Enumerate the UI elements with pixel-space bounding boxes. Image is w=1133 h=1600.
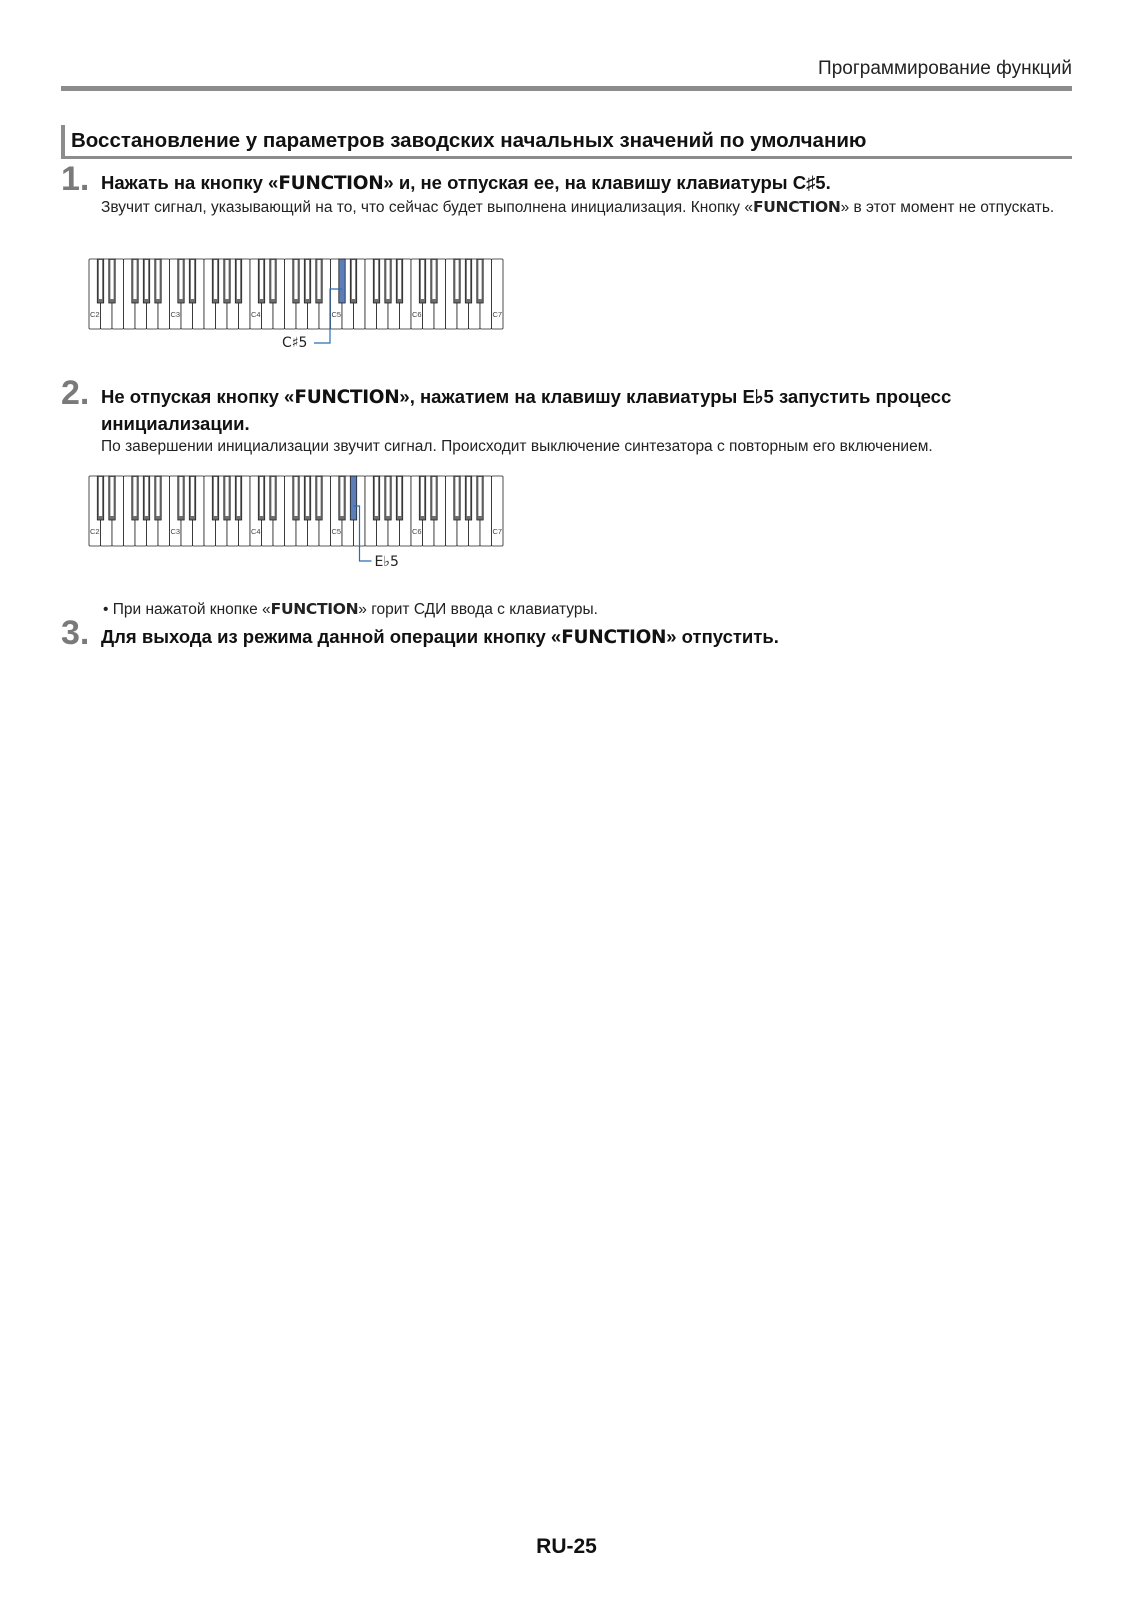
- black-key-shine: [260, 477, 263, 516]
- black-key-shine: [386, 260, 389, 299]
- black-key-shine: [191, 260, 194, 299]
- key-callout-label: C♯5: [282, 335, 308, 351]
- black-key-shine: [294, 260, 297, 299]
- octave-label: C6: [412, 527, 422, 536]
- black-key-shine: [478, 477, 481, 516]
- black-key-shine: [237, 260, 240, 299]
- highlighted-black-key: [350, 476, 356, 520]
- black-key-shine: [110, 477, 113, 516]
- black-key-shine: [214, 260, 217, 299]
- black-key-shine: [225, 260, 228, 299]
- bullet-note: [103, 600, 598, 619]
- section-heading-rule: [61, 156, 1072, 159]
- black-key-shine: [421, 260, 424, 299]
- black-key-shine: [133, 477, 136, 516]
- step-2-description: По завершении инициализации звучит сигнал. Происходит выключение синтезатора с повторным его включением.: [101, 438, 933, 455]
- black-key-shine: [179, 260, 182, 299]
- step-1-number: 1.: [61, 160, 90, 198]
- function-button-label: FUNCTION: [752, 198, 841, 216]
- black-key-shine: [214, 477, 217, 516]
- black-key-shine: [398, 260, 401, 299]
- octave-label: C2: [90, 310, 100, 319]
- black-key-shine: [317, 260, 320, 299]
- black-key-shine: [145, 477, 148, 516]
- octave-label: C5: [331, 527, 342, 536]
- black-key-shine: [271, 477, 274, 516]
- black-key-shine: [294, 477, 297, 516]
- black-key-shine: [375, 260, 378, 299]
- keyboard-diagram-2: [88, 473, 518, 583]
- bullet-post: » горит СДИ ввода с клавиатуры.: [358, 601, 598, 618]
- step-2-number: 2.: [61, 374, 90, 412]
- page-number: RU-25: [536, 1535, 597, 1558]
- black-key-shine: [260, 260, 263, 299]
- black-key-shine: [237, 477, 240, 516]
- step-3-title: [101, 624, 1061, 651]
- black-key-shine: [386, 477, 389, 516]
- section-heading-text: Восстановление у параметров заводских начальных значений по умолчанию: [71, 129, 867, 152]
- step-1-desc-pre: Звучит сигнал, указывающий на то, что сейчас будет выполнена инициализация. Кнопку «: [101, 199, 753, 216]
- function-button-label: FUNCTION: [561, 627, 667, 648]
- black-key-shine: [467, 477, 470, 516]
- octave-label: C3: [170, 527, 181, 536]
- black-key-shine: [156, 477, 159, 516]
- section-heading: [61, 125, 1072, 159]
- black-key-shine: [225, 477, 228, 516]
- black-key-shine: [110, 260, 113, 299]
- black-key-shine: [99, 260, 102, 299]
- function-button-label: FUNCTION: [278, 173, 384, 194]
- octave-label: C6: [412, 310, 422, 319]
- step-1-title-post: » и, не отпуская ее, на клавишу клавиатуры C♯5.: [383, 172, 831, 193]
- black-key-shine: [306, 477, 309, 516]
- black-key-shine: [340, 477, 343, 516]
- step-3-title-pre: Для выхода из режима данной операции кнопку «: [101, 626, 562, 647]
- black-key-shine: [99, 477, 102, 516]
- step-2-title-pre: Не отпуская кнопку «: [101, 386, 295, 407]
- bullet-pre: • При нажатой кнопке «: [103, 601, 271, 618]
- black-key-shine: [375, 477, 378, 516]
- key-callout-label: E♭5: [374, 554, 399, 570]
- octave-label: C4: [251, 310, 261, 319]
- black-key-shine: [455, 260, 458, 299]
- black-key-shine: [478, 260, 481, 299]
- step-2-title: [101, 384, 1061, 437]
- octave-label: C3: [170, 310, 181, 319]
- header-rule: [61, 86, 1072, 91]
- page-header-title: Программирование функций: [818, 58, 1072, 79]
- black-key-shine: [145, 260, 148, 299]
- step-1-desc-post: » в этот момент не отпускать.: [840, 199, 1055, 216]
- black-key-shine: [133, 260, 136, 299]
- black-key-shine: [352, 260, 355, 299]
- black-key-shine: [156, 260, 159, 299]
- octave-label: C2: [90, 527, 100, 536]
- black-key-shine: [398, 477, 401, 516]
- step-1-title: [101, 170, 1061, 197]
- octave-label: C7: [492, 527, 503, 536]
- step-3-number: 3.: [61, 614, 90, 652]
- step-1-description: [101, 196, 1076, 219]
- black-key-shine: [432, 477, 435, 516]
- black-key-shine: [432, 260, 435, 299]
- keyboard-diagram-1: [88, 256, 518, 366]
- octave-label: C5: [331, 310, 342, 319]
- step-3-title-post: » отпустить.: [666, 626, 779, 647]
- black-key-shine: [306, 260, 309, 299]
- highlighted-black-key: [339, 259, 345, 303]
- octave-label: C7: [492, 310, 503, 319]
- black-key-shine: [455, 477, 458, 516]
- function-button-label: FUNCTION: [270, 600, 359, 618]
- black-key-shine: [467, 260, 470, 299]
- step-2-title-post: », нажатием на клавишу клавиатуры E♭5 запустить процесс инициализации.: [101, 386, 952, 434]
- function-button-label: FUNCTION: [294, 387, 400, 408]
- step-1-title-pre: Нажать на кнопку «: [101, 172, 279, 193]
- black-key-shine: [317, 477, 320, 516]
- black-key-shine: [191, 477, 194, 516]
- section-heading-bar: [61, 125, 65, 156]
- black-key-shine: [271, 260, 274, 299]
- octave-label: C4: [251, 527, 261, 536]
- black-key-shine: [421, 477, 424, 516]
- black-key-shine: [179, 477, 182, 516]
